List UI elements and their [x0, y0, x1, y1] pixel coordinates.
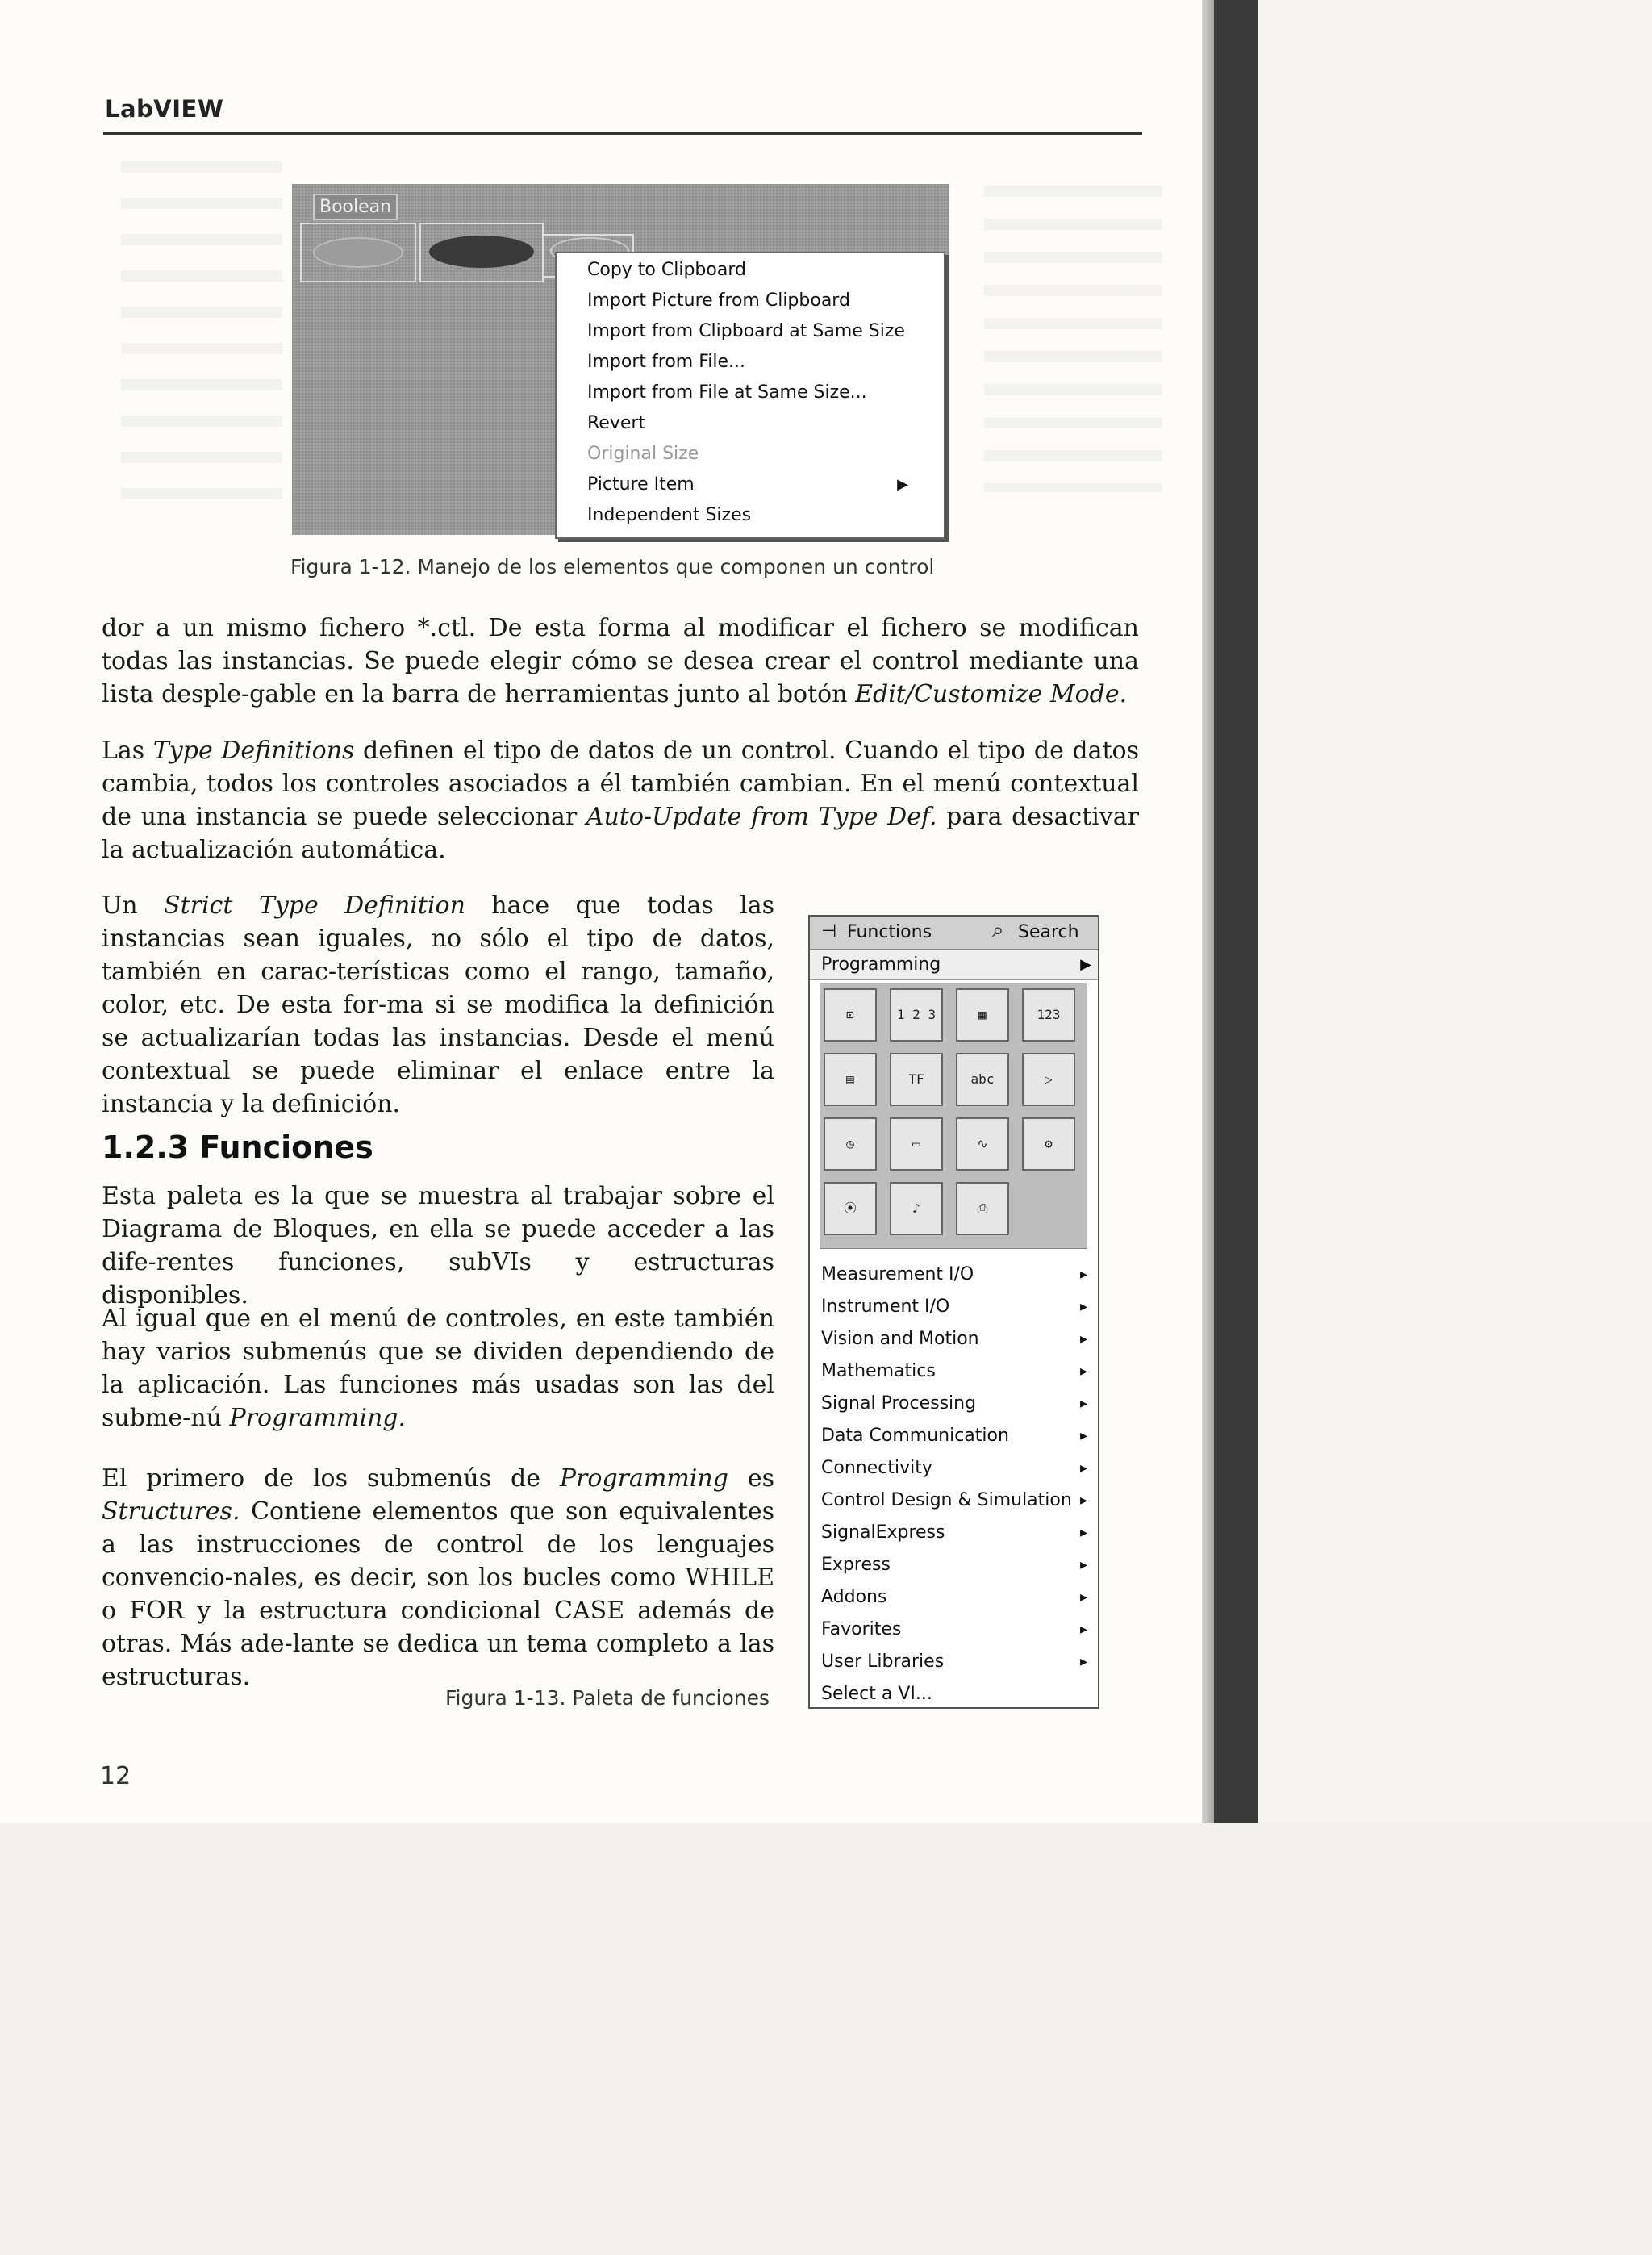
palette-item-addons[interactable]	[821, 1581, 1087, 1614]
menu-item-import-from-file-same-size[interactable]: Import from File at Same Size...	[587, 382, 867, 403]
tab-functions[interactable]: Functions	[847, 922, 932, 942]
pin-icon[interactable]: ⊣	[821, 921, 837, 942]
palette-item-signalexpress[interactable]	[821, 1517, 1087, 1549]
figure-13-caption: Figura 1-13. Paleta de funciones	[445, 1686, 770, 1710]
palette-item-label: Mathematics	[821, 1361, 936, 1381]
bleed-through-decoration	[984, 186, 1162, 492]
palette-submenu-programming[interactable]	[810, 950, 1098, 980]
palette-item-label: SignalExpress	[821, 1522, 945, 1543]
emphasis-text: Auto-Update from Type Def.	[586, 803, 937, 831]
running-header: LabVIEW	[105, 95, 224, 123]
paragraph-structures	[102, 1462, 774, 1693]
search-icon[interactable]: ⌕	[992, 918, 1004, 942]
paragraph-ctl-file	[102, 612, 1139, 711]
page-number: 12	[100, 1762, 131, 1790]
paragraph-submenus	[102, 1302, 774, 1434]
numeric-icon[interactable]: 123	[1022, 988, 1075, 1042]
palette-item-label: Addons	[821, 1587, 887, 1607]
array-icon[interactable]: 1 2 3	[890, 988, 943, 1042]
section-title: 1.2.3 Funciones	[102, 1130, 373, 1165]
submenu-arrow-icon: ▸	[1079, 1653, 1087, 1670]
header-rule	[103, 132, 1142, 135]
paragraph-text: para desactivar la actualización automática.	[102, 803, 1139, 864]
palette-item-mathematics[interactable]	[821, 1355, 1087, 1388]
submenu-arrow-icon: ▸	[1079, 1492, 1087, 1509]
palette-item-vision-motion[interactable]	[821, 1323, 1087, 1355]
emphasis-text: Structures.	[102, 1497, 240, 1526]
string-icon[interactable]: abc	[956, 1053, 1009, 1106]
comparison-icon[interactable]: ▷	[1022, 1053, 1075, 1106]
timing-icon[interactable]: ◷	[824, 1117, 877, 1171]
boolean-label: Boolean	[313, 194, 398, 220]
submenu-arrow-icon: ▸	[1079, 1298, 1087, 1315]
submenu-label: Programming	[821, 954, 941, 975]
paragraph-text: El primero de los submenús de	[102, 1464, 560, 1493]
palette-item-label: Vision and Motion	[821, 1329, 979, 1349]
emphasis-text: Programming.	[229, 1404, 407, 1432]
palette-item-user-libraries[interactable]	[821, 1646, 1087, 1678]
report-generation-icon[interactable]: ⎙	[956, 1182, 1009, 1235]
palette-item-label: Signal Processing	[821, 1393, 977, 1414]
boolean-dark-oval-icon	[429, 236, 534, 268]
menu-item-import-picture-from-clipboard[interactable]: Import Picture from Clipboard	[587, 290, 850, 311]
submenu-arrow-icon: ▸	[1079, 1427, 1087, 1444]
emphasis-text: Programming	[559, 1464, 728, 1493]
search-button[interactable]: Search	[1018, 922, 1079, 942]
emphasis-text: Type Definitions	[152, 737, 355, 765]
menu-item-picture-item-label: Picture Item	[587, 474, 695, 495]
context-menu[interactable]	[555, 252, 945, 539]
graphics-sound-icon[interactable]: ♪	[890, 1182, 943, 1235]
palette-item-label: Select a VI...	[821, 1684, 932, 1704]
palette-item-label: Connectivity	[821, 1458, 932, 1478]
submenu-arrow-icon: ▸	[1079, 1459, 1087, 1476]
palette-item-data-communication[interactable]	[821, 1420, 1087, 1452]
palette-item-measurement-io[interactable]	[821, 1259, 1087, 1291]
palette-item-control-design[interactable]	[821, 1485, 1087, 1517]
bleed-through-decoration	[121, 161, 282, 500]
paragraph-text: hace que todas las instancias sean iguales, no sólo el tipo de datos, también en carac-terísticas como el rango, tamaño, color, etc. De esta for-ma si se modifica la definición se actualizarían todas las instancias. Desde el menú contextual se puede eliminar el enlace entre la instancia y la definición.	[102, 892, 775, 1118]
submenu-arrow-icon: ▸	[1079, 1363, 1087, 1380]
menu-item-picture-item[interactable]	[587, 471, 926, 499]
palette-icon-grid	[820, 983, 1087, 1249]
paragraph-text: definen el tipo de datos de un control. Cuando el tipo de datos cambia, todos los controles asociados a él también cambian. En el menú contextual de una instancia se puede seleccionar	[102, 737, 1139, 831]
palette-item-label: Control Design & Simulation	[821, 1490, 1072, 1510]
palette-item-label: Instrument I/O	[821, 1297, 950, 1317]
menu-item-copy-to-clipboard[interactable]: Copy to Clipboard	[587, 260, 746, 280]
palette-header	[810, 917, 1098, 950]
menu-item-revert[interactable]: Revert	[587, 413, 646, 433]
functions-palette[interactable]	[808, 915, 1099, 1709]
paragraph-functions-palette	[102, 1180, 774, 1312]
palette-item-label: User Libraries	[821, 1652, 945, 1672]
scan-background-bottom	[0, 1823, 1652, 2255]
submenu-arrow-icon: ▸	[1079, 1556, 1087, 1573]
palette-item-express[interactable]	[821, 1549, 1087, 1581]
boolean-icon[interactable]: TF	[890, 1053, 943, 1106]
scan-background-right	[1258, 0, 1652, 1823]
paragraph-text: dor a un mismo fichero *.ctl. De esta forma al modificar el fichero se modifican todas las instancias. Se puede elegir cómo se desea crear el control mediante una lista desple-gable en la barra de herramientas junto al botón	[102, 614, 1139, 708]
palette-item-label: Express	[821, 1555, 891, 1575]
submenu-arrow-icon: ▸	[1079, 1395, 1087, 1412]
paragraph-strict-type-definition	[102, 889, 774, 1121]
boolean-part-frame-2[interactable]	[419, 223, 544, 282]
submenu-arrow-icon: ▶	[897, 476, 908, 493]
menu-item-import-from-file[interactable]: Import from File...	[587, 352, 745, 372]
palette-item-signal-processing[interactable]	[821, 1388, 1087, 1420]
menu-item-original-size: Original Size	[587, 444, 699, 464]
menu-item-import-from-clipboard-same-size[interactable]: Import from Clipboard at Same Size	[587, 321, 905, 341]
paragraph-text: Esta paleta es la que se muestra al trabajar sobre el Diagrama de Bloques, en ella se puede acceder a las dife-rentes funciones, subVIs y estructuras disponibles.	[102, 1182, 774, 1309]
palette-item-select-a-vi[interactable]	[821, 1678, 1087, 1710]
palette-item-label: Favorites	[821, 1619, 902, 1639]
dialog-icon[interactable]: ▭	[890, 1117, 943, 1171]
boolean-oval-icon	[313, 237, 403, 268]
submenu-arrow-icon: ▸	[1079, 1589, 1087, 1606]
submenu-arrow-icon: ▸	[1079, 1524, 1087, 1541]
paragraph-text: Contiene elementos que son equivalentes a las instrucciones de control de los lenguajes convencio-nales, es decir, son los bucles como WHILE o FOR y la estructura condicional CASE además de otras. Más ade-lante se dedica un tema completo a las estructuras.	[102, 1497, 774, 1691]
paragraph-text: es	[728, 1464, 774, 1493]
emphasis-text: Edit/Customize Mode.	[855, 680, 1128, 708]
paragraph-text: Un	[102, 892, 165, 920]
palette-item-label: Data Communication	[821, 1426, 1009, 1446]
paragraph-text: Al igual que en el menú de controles, en este también hay varios submenús que se dividen dependiendo de la aplicación. Las funciones más usadas son las del subme-nú	[102, 1305, 774, 1432]
palette-item-instrument-io[interactable]	[821, 1291, 1087, 1323]
page-edge-band	[1214, 0, 1262, 1823]
submenu-arrow-icon: ▶	[1080, 956, 1091, 973]
palette-item-label: Measurement I/O	[821, 1264, 974, 1284]
application-control-icon[interactable]: ⚙	[1022, 1117, 1075, 1171]
waveform-icon[interactable]: ∿	[956, 1117, 1009, 1171]
submenu-arrow-icon: ▸	[1079, 1330, 1087, 1347]
palette-item-connectivity[interactable]	[821, 1452, 1087, 1485]
menu-item-independent-sizes[interactable]: Independent Sizes	[587, 505, 752, 525]
file-io-icon[interactable]: ▤	[824, 1053, 877, 1106]
palette-item-favorites[interactable]	[821, 1614, 1087, 1646]
figure-12-caption: Figura 1-12. Manejo de los elementos que componen un control	[290, 555, 935, 578]
cluster-icon[interactable]: ▦	[956, 988, 1009, 1042]
structures-icon[interactable]: ⊡	[824, 988, 877, 1042]
paragraph-text: Las	[102, 737, 153, 765]
boolean-part-frame-1[interactable]	[300, 223, 416, 282]
submenu-arrow-icon: ▸	[1079, 1621, 1087, 1638]
submenu-arrow-icon: ▸	[1079, 1266, 1087, 1283]
emphasis-text: Strict Type Definition	[164, 892, 465, 920]
synchronization-icon[interactable]: ⦿	[824, 1182, 877, 1235]
paragraph-type-definitions	[102, 734, 1139, 867]
